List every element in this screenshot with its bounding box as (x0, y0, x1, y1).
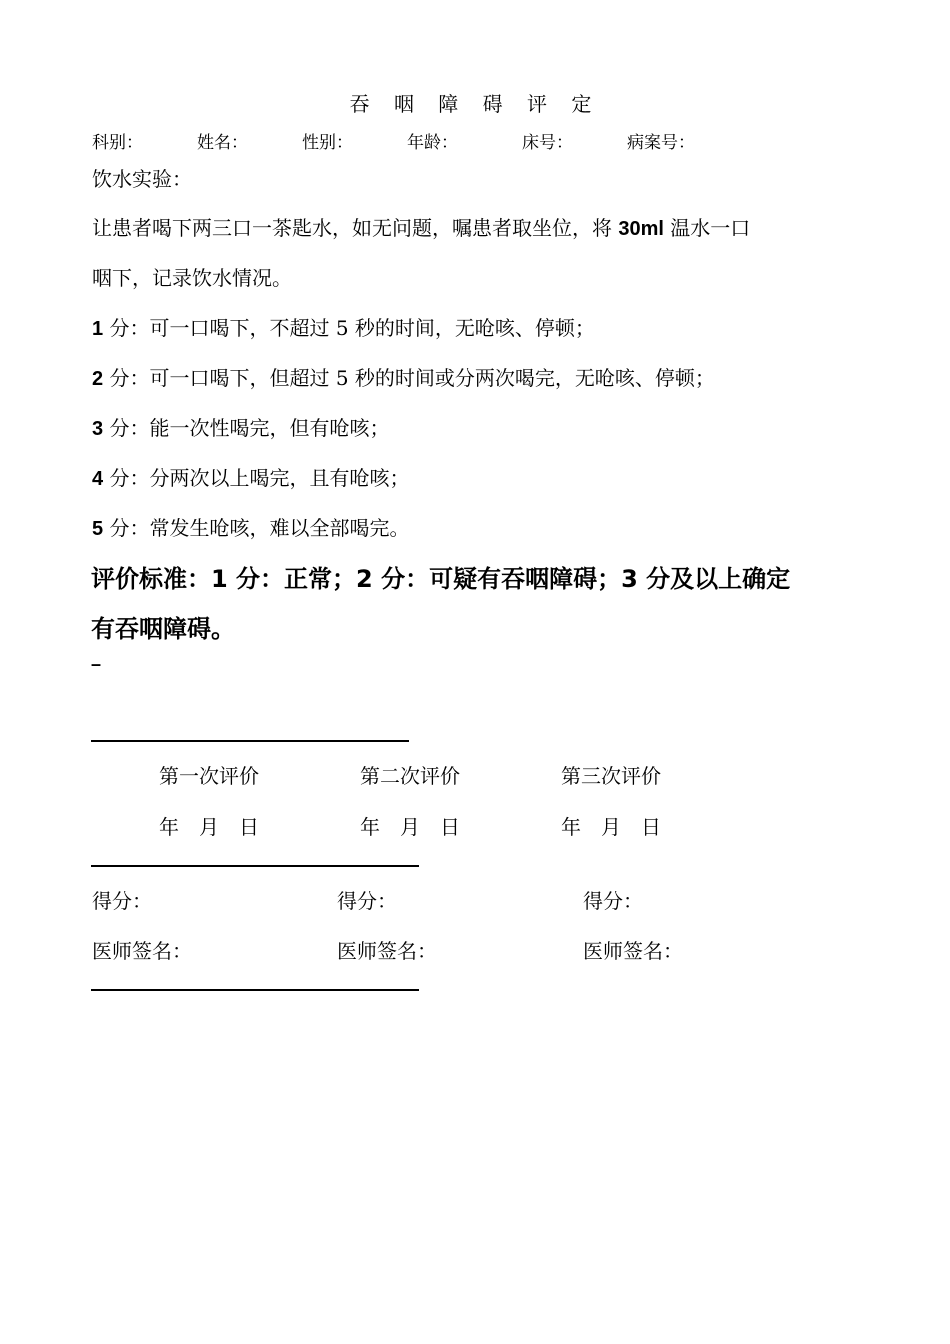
score-description: 分：可一口喝下，但超过 5 秒的时间或分两次喝完，无呛咳、停顿； (103, 366, 715, 390)
gender-label: 性别： (302, 133, 353, 153)
instruction-prefix: 让患者喝下两三口一茶匙水，如无问题，嘱患者取坐位，将 (92, 216, 619, 240)
second-signature-label: 医师签名： (337, 939, 437, 963)
score-number: 4 (92, 468, 104, 490)
score-number: 5 (92, 518, 104, 540)
score-description: 分：常发生呛咳，难以全部喝完。 (103, 516, 410, 540)
first-signature-label: 医师签名： (92, 939, 192, 963)
score-description: 分：分两次以上喝完，且有呛咳； (103, 466, 410, 490)
score-number: 1 (92, 318, 104, 340)
second-evaluation-date: 年 月 日 (360, 815, 460, 839)
department-label: 科别： (92, 133, 143, 153)
score-item (92, 412, 389, 441)
divider-line (91, 865, 419, 867)
score-item (92, 362, 715, 391)
first-evaluation-date: 年 月 日 (159, 815, 259, 839)
score-description: 分：能一次性喝完，但有呛咳； (103, 416, 390, 440)
third-evaluation-date: 年 月 日 (561, 815, 661, 839)
third-evaluation-label: 第三次评价 (561, 764, 661, 788)
score-number: 3 (92, 418, 104, 440)
instruction-line-2: 咽下，记录饮水情况。 (92, 266, 292, 290)
criteria-line-2: 有吞咽障碍。 (91, 615, 235, 643)
age-label: 年龄： (407, 133, 458, 153)
bed-number-label: 床号： (522, 133, 573, 153)
dash-mark: – (91, 654, 102, 674)
criteria-line-1: 评价标准：1 分：正常；2 分：可疑有吞咽障碍；3 分及以上确定 (91, 565, 791, 593)
second-evaluation-label: 第二次评价 (360, 764, 460, 788)
divider-line (91, 989, 419, 991)
page-title: 吞 咽 障 碍 评 定 (349, 92, 601, 116)
third-score-label: 得分： (583, 889, 643, 913)
score-item (92, 312, 595, 341)
divider-line (91, 740, 409, 742)
second-score-label: 得分： (337, 889, 397, 913)
record-number-label: 病案号： (627, 133, 695, 153)
score-number: 2 (92, 368, 104, 390)
instruction-line-1 (92, 212, 750, 241)
third-signature-label: 医师签名： (583, 939, 683, 963)
name-label: 姓名： (197, 133, 248, 153)
water-volume: 30ml (618, 218, 664, 240)
first-evaluation-label: 第一次评价 (159, 764, 259, 788)
first-score-label: 得分： (92, 889, 152, 913)
section-title: 饮水实验： (92, 167, 192, 191)
score-item (92, 512, 409, 541)
instruction-suffix: 温水一口 (663, 216, 751, 240)
score-item (92, 462, 409, 491)
score-description: 分：可一口喝下，不超过 5 秒的时间，无呛咳、停顿； (103, 316, 595, 340)
